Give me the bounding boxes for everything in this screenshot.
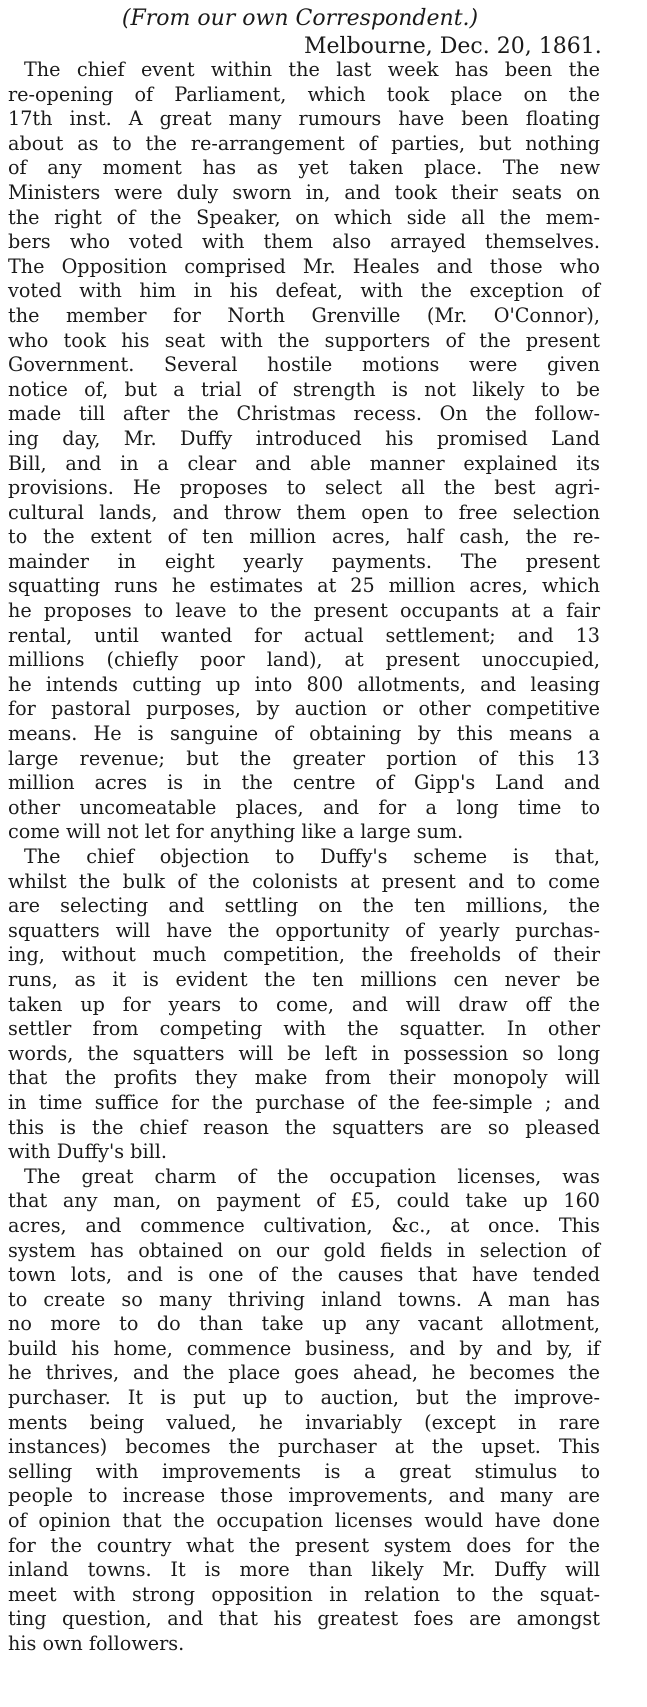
text-line: of any moment has as yet taken place. The new — [8, 156, 600, 180]
text-line: about as to the re-arrangement of parties, but nothing — [8, 131, 600, 155]
text-line: ments being valued, he invariably (except in rare — [8, 1410, 600, 1434]
article-paragraph — [8, 845, 600, 1165]
text-line: he intends cutting up into 800 allotments, and leasing — [8, 672, 600, 696]
text-line: words, the squatters will be left in possession so long — [8, 1041, 600, 1065]
text-line: to the extent of ten million acres, half cash, the re- — [8, 525, 600, 549]
text-line: rental, until wanted for actual settlement; and 13 — [8, 623, 600, 647]
text-line: the right of the Speaker, on which side all the mem- — [8, 205, 600, 229]
text-line: instances) becomes the purchaser at the upset. This — [8, 1435, 600, 1459]
text-line: purchaser. It is put up to auction, but the improve- — [8, 1386, 600, 1410]
text-line: The chief objection to Duffy's scheme is that, — [24, 845, 600, 868]
text-line: he thrives, and the place goes ahead, he becomes the — [8, 1361, 600, 1385]
text-line: ing, without much competition, the freeholds of their — [8, 943, 600, 967]
text-line: his own followers. — [8, 1632, 185, 1655]
text-line: no more to do than take up any vacant allotment, — [8, 1312, 600, 1336]
text-line: for pastoral purposes, by auction or other competitive — [8, 697, 600, 721]
text-line: with Duffy's bill. — [8, 1140, 167, 1164]
text-line: million acres is in the centre of Gipp's Land and — [8, 771, 600, 795]
article-paragraph — [8, 58, 600, 845]
text-line: cultural lands, and throw them open to free selection — [8, 500, 600, 524]
text-line: provisions. He proposes to select all the best agri- — [8, 476, 600, 500]
text-line: system has obtained on our gold fields in selection of — [8, 1238, 600, 1262]
text-line: runs, as it is evident the ten millions cen never be — [8, 967, 600, 991]
text-line: in time suffice for the purchase of the fee-simple ; and — [8, 1090, 600, 1114]
text-line: meet with strong opposition in relation to the squat- — [8, 1582, 600, 1606]
text-line: squatting runs he estimates at 25 million acres, which — [8, 574, 600, 598]
text-line: settler from competing with the squatter. In other — [8, 1017, 600, 1041]
text-line: selling with improvements is a great stimulus to — [8, 1459, 600, 1483]
text-line: town lots, and is one of the causes that have tended — [8, 1263, 600, 1287]
text-line: ting question, and that his greatest foes are amongst — [8, 1607, 600, 1631]
text-line: The great charm of the occupation licenses, was — [24, 1164, 600, 1188]
text-line: that any man, on payment of £5, could take up 160 — [8, 1189, 600, 1213]
text-line: Ministers were duly sworn in, and took their seats on — [8, 180, 600, 204]
text-line: large revenue; but the greater portion of this 13 — [8, 746, 600, 770]
text-line: he proposes to leave to the present occupants at a fair — [8, 599, 600, 623]
text-line: Bill, and in a clear and able manner explained its — [8, 451, 600, 475]
text-line: 17th inst. A great many rumours have been floating — [8, 107, 600, 131]
text-line: who took his seat with the supporters of the present — [8, 328, 600, 352]
article-paragraph — [8, 1165, 600, 1657]
text-line: taken up for years to come, and will draw off the — [8, 992, 600, 1016]
text-line: re-opening of Parliament, which took place on the — [8, 82, 600, 106]
text-line: ing day, Mr. Duffy introduced his promised Land — [8, 426, 600, 450]
text-line: squatters will have the opportunity of yearly purchas- — [8, 918, 600, 942]
text-line: made till after the Christmas recess. On the follow- — [8, 402, 600, 426]
text-line: of opinion that the occupation licenses would have done — [8, 1509, 600, 1533]
text-line: inland towns. It is more than likely Mr. Duffy will — [8, 1558, 600, 1582]
text-line: whilst the bulk of the colonists at present and to come — [8, 869, 600, 893]
article-body — [8, 58, 600, 1657]
text-line: to create so many thriving inland towns. A man has — [8, 1287, 600, 1311]
text-line: this is the chief reason the squatters are so pleased — [8, 1115, 600, 1139]
text-line: millions (chiefly poor land), at present unoccupied, — [8, 648, 600, 672]
text-line: bers who voted with them also arrayed themselves. — [8, 230, 600, 254]
text-line: for the country what the present system does for the — [8, 1533, 600, 1557]
text-line: mainder in eight yearly payments. The present — [8, 549, 600, 573]
text-line: build his home, commence business, and by and by, if — [8, 1336, 600, 1360]
text-line: are selecting and settling on the ten millions, the — [8, 894, 600, 918]
text-line: the member for North Grenville (Mr. O'Connor), — [8, 303, 600, 327]
text-line: acres, and commence cultivation, &c., at once. This — [8, 1213, 600, 1237]
text-line: The chief event within the last week has been the — [24, 58, 600, 81]
text-line: come will not let for anything like a large sum. — [8, 820, 464, 844]
text-line: other uncomeatable places, and for a long time to — [8, 795, 600, 819]
correspondent-byline: (From our own Correspondent.) — [121, 6, 479, 31]
text-line: voted with him in his defeat, with the exception of — [8, 279, 600, 303]
text-line: people to increase those improvements, and many are — [8, 1484, 600, 1508]
text-line: The Opposition comprised Mr. Heales and those who — [8, 254, 600, 278]
text-line: that the profits they make from their monopoly will — [8, 1066, 600, 1090]
text-line: means. He is sanguine of obtaining by this means a — [8, 722, 600, 746]
dateline: Melbourne, Dec. 20, 1861. — [304, 34, 602, 59]
text-line: notice of, but a trial of strength is not likely to be — [8, 377, 600, 401]
text-line: Government. Several hostile motions were given — [8, 353, 600, 377]
